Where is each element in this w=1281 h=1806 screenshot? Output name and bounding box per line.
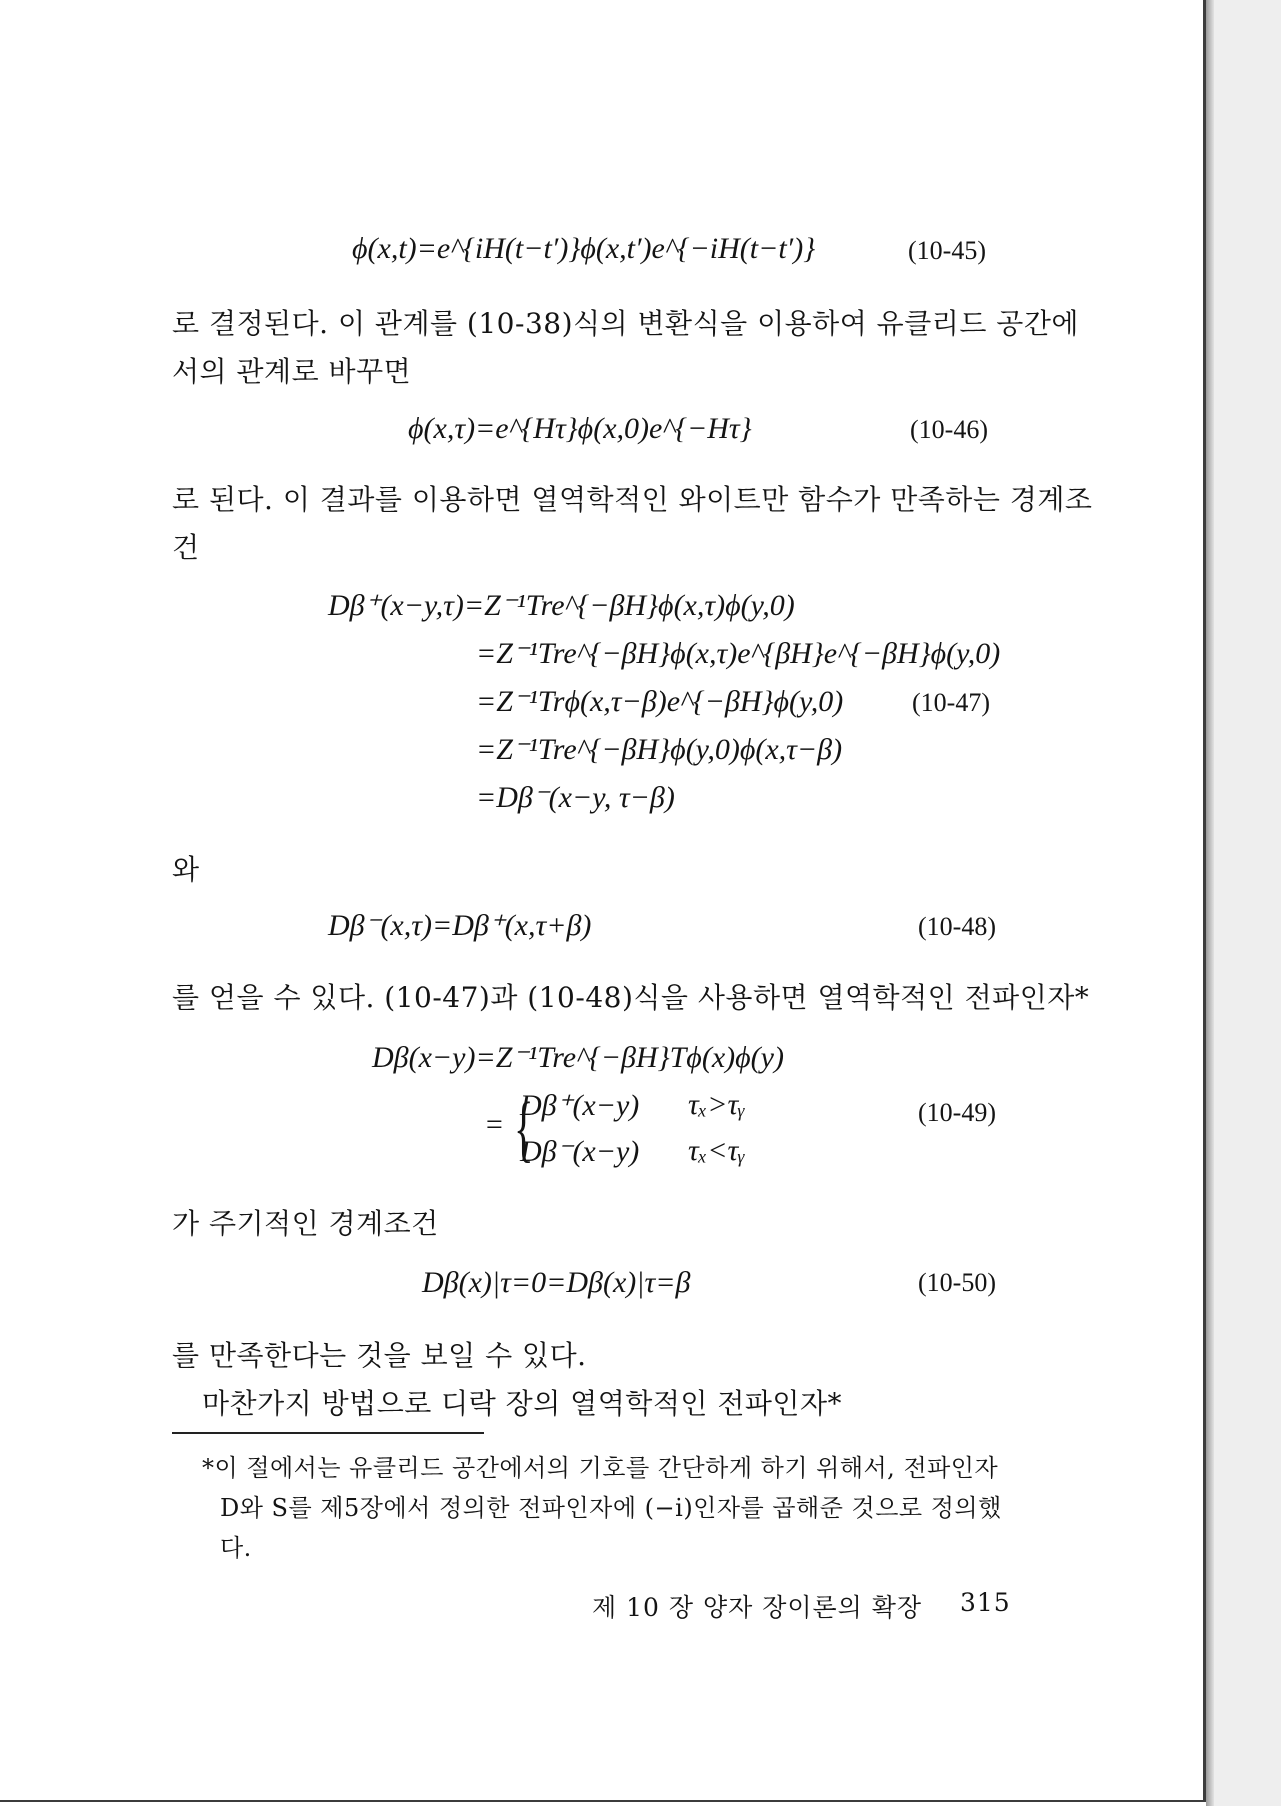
equation-number-10-50: (10-50) — [918, 1268, 996, 1297]
equation-10-49-condition-1: τₓ>τᵧ — [688, 1088, 746, 1121]
paragraph-2-line-2: 건 — [172, 531, 200, 564]
footnote-line-3: 다. — [220, 1534, 252, 1562]
equation-number-10-47: (10-47) — [912, 688, 990, 717]
page-edge-shadow — [1206, 0, 1214, 1806]
paragraph-1-line-1: 로 결정된다. 이 관계를 (10-38)식의 변환식을 이용하여 유클리드 공간에 — [172, 307, 1079, 340]
equation-10-50: Dβ(x)|τ=0=Dβ(x)|τ=β — [422, 1266, 691, 1299]
running-footer-chapter: 제 10 장 양자 장이론의 확장 — [592, 1593, 923, 1622]
page-number: 315 — [960, 1588, 1011, 1617]
equation-10-46: ϕ(x,τ)=e^{Hτ}ϕ(x,0)e^{−Hτ} — [408, 412, 752, 445]
equation-10-47-line-3: =Z⁻¹Trϕ(x,τ−β)e^{−βH}ϕ(y,0) — [476, 685, 844, 718]
paragraph-3: 와 — [172, 853, 200, 886]
viewer-margin — [1214, 0, 1281, 1806]
paragraph-4: 를 얻을 수 있다. (10-47)과 (10-48)식을 사용하면 열역학적인 전파인자* — [172, 981, 1090, 1014]
equation-10-47-line-2: =Z⁻¹Tre^{−βH}ϕ(x,τ)e^{βH}e^{−βH}ϕ(y,0) — [476, 637, 1001, 670]
paragraph-2-line-1: 로 된다. 이 결과를 이용하면 열역학적인 와이트만 함수가 만족하는 경계조 — [172, 483, 1093, 516]
equation-10-49-case-1: Dβ⁺(x−y) — [520, 1089, 640, 1122]
equation-10-47-line-1: Dβ⁺(x−y,τ)=Z⁻¹Tre^{−βH}ϕ(x,τ)ϕ(y,0) — [328, 589, 795, 622]
paragraph-7: 마찬가지 방법으로 디락 장의 열역학적인 전파인자* — [202, 1387, 843, 1420]
equation-10-49-case-2: Dβ⁻(x−y) — [520, 1135, 640, 1168]
equation-number-10-46: (10-46) — [910, 415, 988, 444]
paragraph-5: 가 주기적인 경계조건 — [172, 1207, 439, 1240]
equation-10-49-condition-2: τₓ<τᵧ — [688, 1134, 746, 1167]
equation-10-45: ϕ(x,t)=e^{iH(t−t′)}ϕ(x,t′)e^{−iH(t−t′)} — [352, 232, 816, 265]
equation-10-47-line-5: =Dβ⁻(x−y, τ−β) — [476, 781, 675, 814]
equation-10-47-line-4: =Z⁻¹Tre^{−βH}ϕ(y,0)ϕ(x,τ−β) — [476, 733, 843, 766]
paragraph-6: 를 만족한다는 것을 보일 수 있다. — [172, 1339, 587, 1372]
equation-10-49-equals: = — [484, 1108, 505, 1141]
equation-number-10-49: (10-49) — [918, 1098, 996, 1127]
equation-number-10-45: (10-45) — [908, 236, 986, 265]
footnote-line-1: *이 절에서는 유클리드 공간에서의 기호를 간단하게 하기 위해서, 전파인자 — [202, 1454, 999, 1482]
equation-10-49-line-1: Dβ(x−y)=Z⁻¹Tre^{−βH}Tϕ(x)ϕ(y) — [372, 1041, 784, 1074]
equation-number-10-48: (10-48) — [918, 912, 996, 941]
footnote-line-2: D와 S를 제5장에서 정의한 전파인자에 (−i)인자를 곱해준 것으로 정의했 — [220, 1494, 1002, 1522]
footnote-rule — [172, 1432, 484, 1434]
equation-10-48: Dβ⁻(x,τ)=Dβ⁺(x,τ+β) — [328, 909, 592, 942]
equation-10-49-brace: { — [514, 1088, 534, 1170]
paragraph-1-line-2: 서의 관계로 바꾸면 — [172, 355, 412, 388]
